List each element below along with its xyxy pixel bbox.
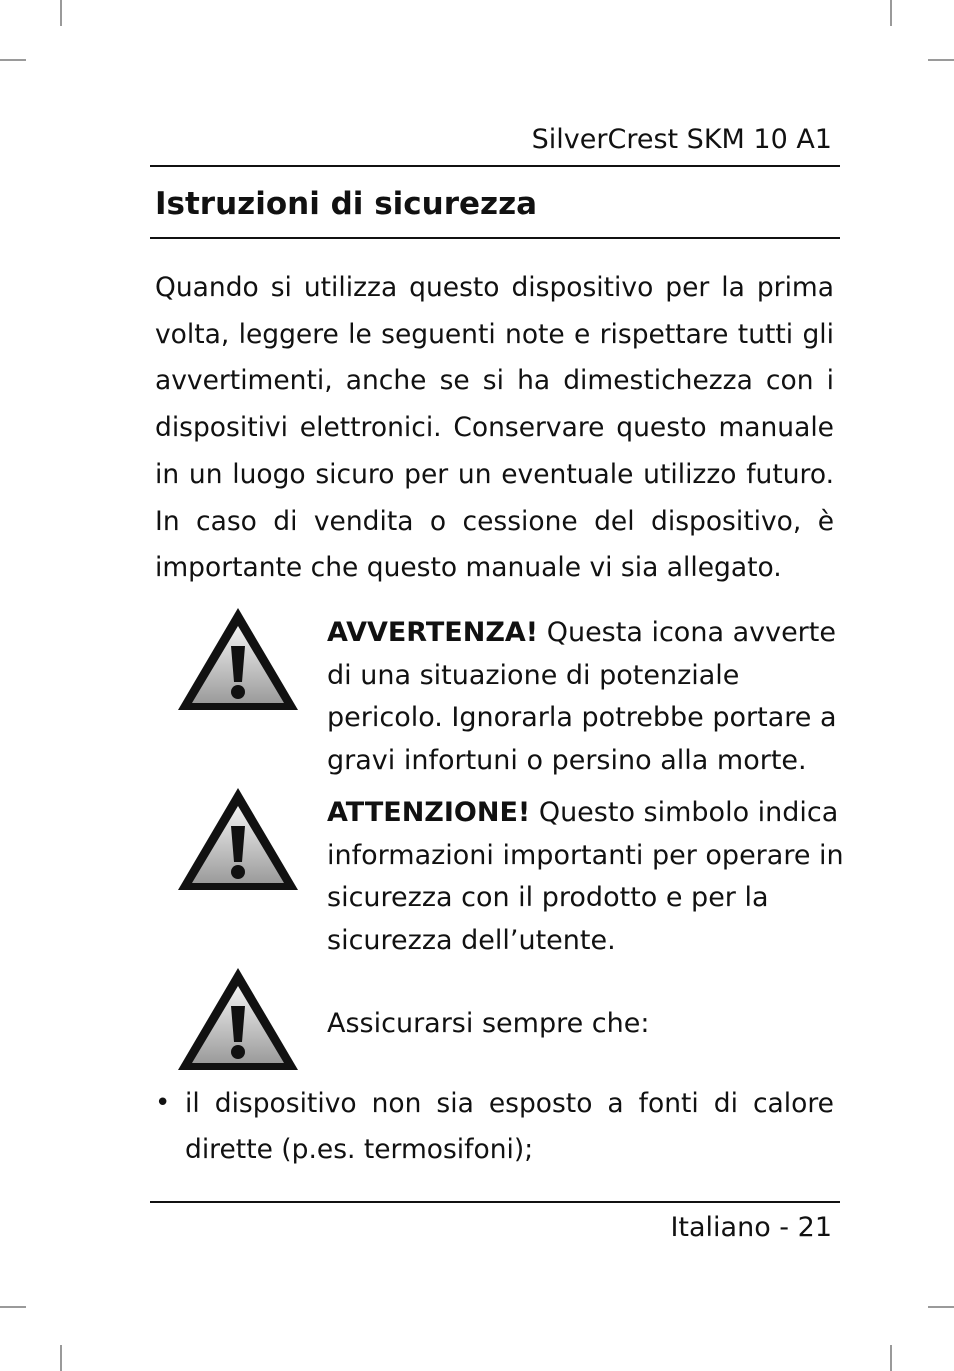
notice-caution-text: Questo simbolo indica informazioni importanti per operare in sicurezza con il prodotto e per la sicurezza dell’utente. — [327, 797, 844, 956]
crop-mark — [0, 59, 26, 61]
crop-mark — [890, 1345, 892, 1371]
warning-triangle-icon — [176, 786, 300, 894]
section-rule — [150, 237, 840, 239]
crop-mark — [928, 59, 954, 61]
notice-always — [327, 1003, 847, 1046]
header-rule — [150, 165, 840, 167]
warning-triangle-icon — [176, 966, 300, 1074]
notice-caution-label: ATTENZIONE! — [327, 797, 531, 828]
notice-warning — [327, 612, 847, 782]
bullet-icon: • — [155, 1088, 171, 1118]
intro-paragraph: Quando si utilizza questo dispositivo per la prima volta, leggere le seguenti note e rispettare tutti gli avvertimenti, anche se si ha dimestichezza con i dispositivi elettronici. Conservare questo manuale in un luogo sicuro per un eventuale utilizzo futuro. In caso di vendita o cessione del dispositivo, è importante che questo manuale vi sia allegato. — [155, 272, 834, 584]
crop-mark — [890, 0, 892, 26]
footer-rule — [150, 1201, 840, 1203]
section-title: Istruzioni di sicurezza — [155, 186, 538, 222]
header-product-name: SilverCrest SKM 10 A1 — [531, 124, 832, 155]
crop-mark — [0, 1306, 26, 1308]
notice-warning-text: Questa icona avverte di una situazione di potenziale pericolo. Ignorarla potrebbe portare a gravi infortuni o persino alla morte. — [327, 617, 837, 776]
list-item: il dispositivo non sia esposto a fonti di calore dirette (p.es. termosifoni); — [185, 1088, 834, 1165]
page-number: Italiano - 21 — [670, 1212, 832, 1243]
notice-always-text: Assicurarsi sempre che: — [327, 1008, 650, 1039]
notice-warning-label: AVVERTENZA! — [327, 617, 539, 648]
crop-mark — [60, 1345, 62, 1371]
warning-triangle-icon — [176, 606, 300, 714]
crop-mark — [60, 0, 62, 26]
notice-caution — [327, 792, 847, 962]
crop-mark — [928, 1306, 954, 1308]
